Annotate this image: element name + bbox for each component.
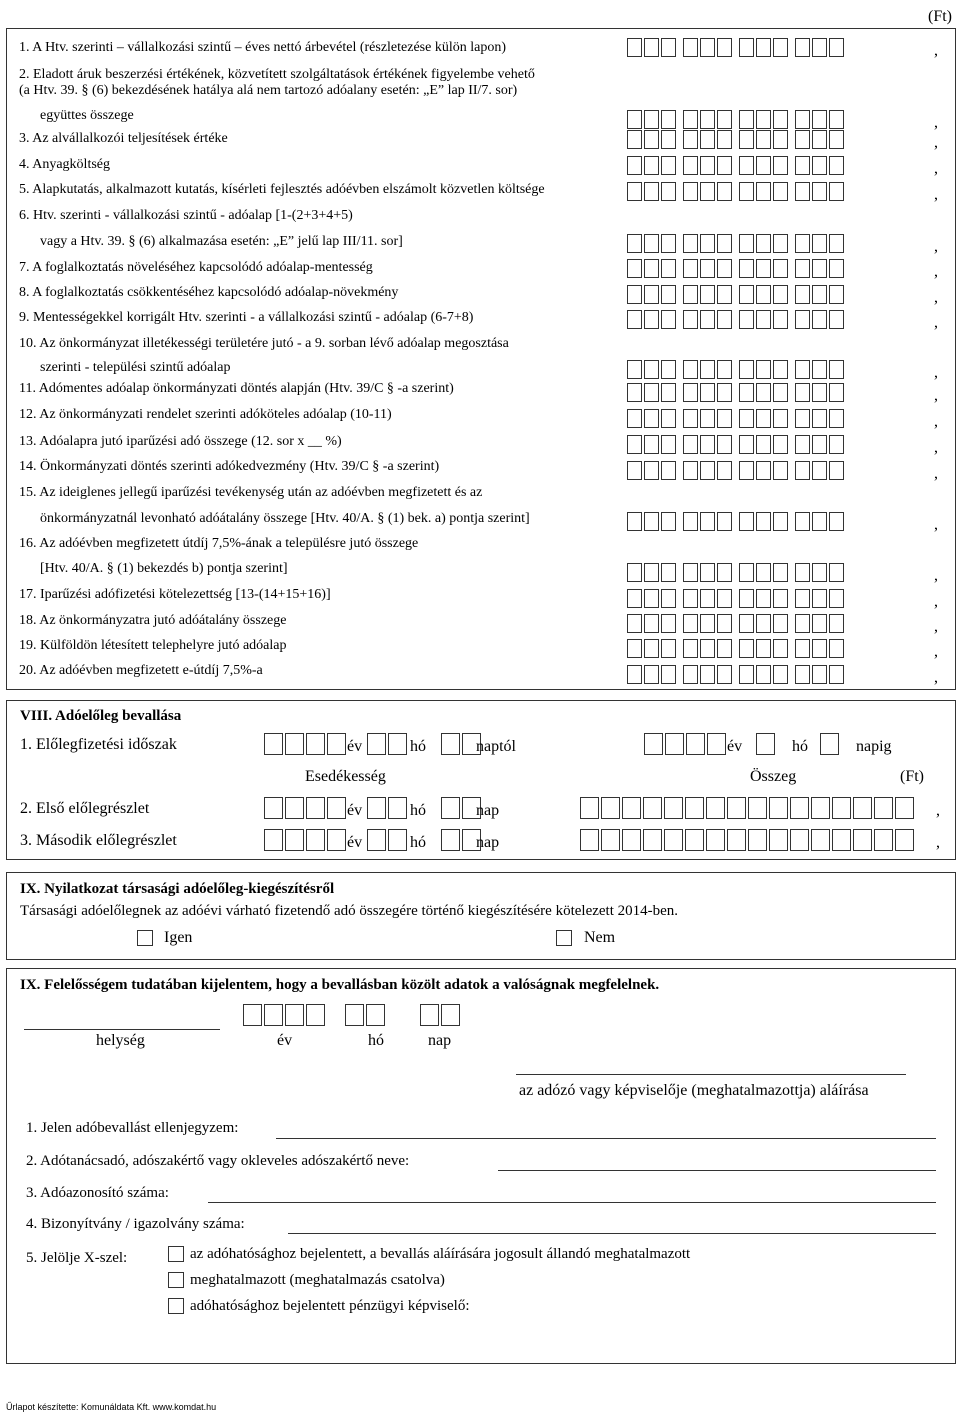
corp-tax-title: IX. Nyilatkozat társasági adóelőleg-kiegészítésről bbox=[20, 881, 335, 897]
second-amount[interactable] bbox=[580, 829, 916, 851]
row-6-label: 6. Htv. szerinti - vállalkozási szintű - adóalap [1-(2+3+4+5) bbox=[19, 208, 353, 223]
row-9-comma: , bbox=[934, 314, 938, 331]
row-1-label: 1. A Htv. szerinti – vállalkozási szintű – éves nettó árbevétel (részletezése külön lapon) bbox=[19, 40, 506, 55]
second-installment-label: 3. Második előlegrészlet bbox=[20, 832, 177, 849]
period-from-month[interactable] bbox=[367, 733, 409, 755]
advance-period-label: 1. Előlegfizetési időszak bbox=[20, 736, 177, 753]
period-from-ev: év bbox=[347, 738, 363, 755]
period-to-year[interactable] bbox=[644, 733, 728, 755]
sign-nap: nap bbox=[428, 1032, 452, 1049]
certificate-line[interactable] bbox=[288, 1233, 936, 1234]
row-16-comma: , bbox=[934, 567, 938, 584]
igen-label: Igen bbox=[164, 929, 193, 946]
row-17-label: 17. Iparűzési adófizetési kötelezettség [13-(14+15+16)] bbox=[19, 587, 331, 602]
row-15-label2: önkormányzatnál levonható adóátalány összege [Htv. 40/A. § (1) bek. a) pontja szerint] bbox=[40, 511, 530, 526]
second-amount-comma: , bbox=[936, 834, 940, 851]
corp-tax-text: Társasági adóelőlegnek az adóévi várható fizetendő adó összegére történő kiegészítésére kötelezett 2014-ben. bbox=[20, 903, 679, 919]
advisor-name-label: 2. Adótanácsadó, adószakértő vagy okleveles adószakértő neve: bbox=[26, 1153, 410, 1169]
row-10-comma: , bbox=[934, 364, 938, 381]
row-2-label3: együttes összege bbox=[40, 108, 134, 123]
row-16-label2: [Htv. 40/A. § (1) bekezdés b) pontja szerint] bbox=[40, 561, 288, 576]
row-18-comma: , bbox=[934, 618, 938, 635]
form-footer: Űrlapot készítette: Komunáldata Kft. www.komdat.hu bbox=[6, 1402, 217, 1412]
row-2-label2: (a Htv. 39. § (6) bekezdésének hatálya alá nem tartozó adóalany esetén: „E” lap II/7. sor) bbox=[19, 83, 518, 98]
row-14-amount-input[interactable] bbox=[627, 461, 851, 480]
advance-title: VIII. Adóelőleg bevallása bbox=[20, 708, 182, 724]
row-3-label: 3. Az alvállalkozói teljesítések értéke bbox=[19, 131, 228, 146]
period-to-month[interactable] bbox=[756, 733, 777, 755]
countersign-line[interactable] bbox=[276, 1138, 936, 1139]
row-14-comma: , bbox=[934, 465, 938, 482]
row-18-label: 18. Az önkormányzatra jutó adóátalány összege bbox=[19, 613, 287, 628]
row-18-amount-input[interactable] bbox=[627, 614, 851, 633]
row-19-label: 19. Külföldön létesített telephelyre jutó adóalap bbox=[19, 638, 287, 653]
row-13-amount-input[interactable] bbox=[627, 435, 851, 454]
first-installment-label: 2. Első előlegrészlet bbox=[20, 800, 150, 817]
nem-label: Nem bbox=[584, 929, 616, 946]
row-3-comma: , bbox=[934, 134, 938, 151]
row-15-amount-input[interactable] bbox=[627, 512, 851, 531]
first-amount-comma: , bbox=[936, 802, 940, 819]
row-2-amount-input[interactable] bbox=[627, 110, 851, 129]
row-20-comma: , bbox=[934, 669, 938, 686]
row-16-label: 16. Az adóévben megfizetett útdíj 7,5%-ának a településre jutó összege bbox=[19, 536, 419, 551]
row-4-comma: , bbox=[934, 160, 938, 177]
signature-label: az adózó vagy képviselője (meghatalmazottja) aláírása bbox=[519, 1082, 869, 1099]
row-8-label: 8. A foglalkoztatás csökkentéséhez kapcsolódó adóalap-növekmény bbox=[19, 285, 399, 300]
option3-label: adóhatósághoz bejelentett pénzügyi képviselő: bbox=[190, 1298, 470, 1314]
second-due-ho: hó bbox=[410, 834, 426, 851]
option2-label: meghatalmazott (meghatalmazás csatolva) bbox=[190, 1272, 445, 1288]
second-due-nap: nap bbox=[476, 834, 500, 851]
option1-label: az adóhatósághoz bejelentett, a bevallás aláírására jogosult állandó meghatalmazott bbox=[190, 1246, 691, 1262]
option2-checkbox[interactable] bbox=[168, 1272, 184, 1288]
sign-ho: hó bbox=[368, 1032, 384, 1049]
row-4-label: 4. Anyagköltség bbox=[19, 157, 110, 172]
row-17-amount-input[interactable] bbox=[627, 589, 851, 608]
second-due-ev: év bbox=[347, 834, 363, 851]
option3-checkbox[interactable] bbox=[168, 1298, 184, 1314]
row-13-label: 13. Adóalapra jutó iparűzési adó összege (12. sor x __ %) bbox=[19, 434, 342, 449]
row-3-amount-input[interactable] bbox=[627, 130, 851, 149]
row-5-label: 5. Alapkutatás, alkalmazott kutatás, kísérleti fejlesztés adóévben elszámolt közvetlen költsége bbox=[19, 182, 545, 197]
row-5-comma: , bbox=[934, 186, 938, 203]
row-15-label: 15. Az ideiglenes jellegű iparűzési tevékenység után az adóévben megfizetett és az bbox=[19, 485, 483, 500]
igen-checkbox[interactable] bbox=[137, 930, 153, 946]
first-amount[interactable] bbox=[580, 797, 916, 819]
row-6-amount-input[interactable] bbox=[627, 234, 851, 253]
second-due-month[interactable] bbox=[367, 829, 409, 851]
row-10-label: 10. Az önkormányzat illetékességi területére jutó - a 9. sorban lévő adóalap megosztása bbox=[19, 336, 509, 351]
period-from-naptol: naptól bbox=[476, 738, 516, 755]
row-15-comma: , bbox=[934, 516, 938, 533]
row-11-comma: , bbox=[934, 387, 938, 404]
row-20-label: 20. Az adóévben megfizetett e-útdíj 7,5%-a bbox=[19, 663, 263, 678]
period-from-ho: hó bbox=[410, 738, 426, 755]
period-to-day[interactable] bbox=[820, 733, 841, 755]
sign-month[interactable] bbox=[345, 1004, 387, 1026]
row-19-amount-input[interactable] bbox=[627, 639, 851, 658]
row-9-label: 9. Mentességekkel korrigált Htv. szerinti - a vállalkozási szintű - adóalap (6-7+8) bbox=[19, 310, 474, 325]
row-9-amount-input[interactable] bbox=[627, 310, 851, 329]
advisor-name-line[interactable] bbox=[498, 1170, 936, 1171]
amount-currency: (Ft) bbox=[900, 768, 924, 785]
row-19-comma: , bbox=[934, 643, 938, 660]
row-6-comma: , bbox=[934, 238, 938, 255]
row-5-amount-input[interactable] bbox=[627, 182, 851, 201]
row-10-label2: szerinti - települési szintű adóalap bbox=[40, 360, 231, 375]
due-date-header: Esedékesség bbox=[305, 768, 386, 785]
amount-header: Összeg bbox=[750, 768, 797, 785]
second-due-year[interactable] bbox=[264, 829, 348, 851]
first-due-ev: év bbox=[347, 802, 363, 819]
declaration-title: IX. Felelősségem tudatában kijelentem, hogy a bevallásban közölt adatok a valóságnak megfelelnek. bbox=[20, 977, 660, 993]
row-12-amount-input[interactable] bbox=[627, 409, 851, 428]
row-11-label: 11. Adómentes adóalap önkormányzati döntés alapján (Htv. 39/C § -a szerint) bbox=[19, 381, 454, 396]
period-from-year[interactable] bbox=[264, 733, 348, 755]
row-12-label: 12. Az önkormányzati rendelet szerinti adóköteles adóalap (10-11) bbox=[19, 407, 392, 422]
row-8-amount-input[interactable] bbox=[627, 285, 851, 304]
first-due-nap: nap bbox=[476, 802, 500, 819]
row-6-label2: vagy a Htv. 39. § (6) alkalmazása esetén: „E” jelű lap III/11. sor] bbox=[40, 234, 403, 249]
certificate-label: 4. Bizonyítvány / igazolvány száma: bbox=[26, 1216, 245, 1232]
option1-checkbox[interactable] bbox=[168, 1246, 184, 1262]
currency-header: (Ft) bbox=[928, 8, 952, 25]
row-11-amount-input[interactable] bbox=[627, 383, 851, 402]
first-due-ho: hó bbox=[410, 802, 426, 819]
nem-checkbox[interactable] bbox=[556, 930, 572, 946]
row-13-comma: , bbox=[934, 439, 938, 456]
sign-ev: év bbox=[277, 1032, 293, 1049]
row-7-comma: , bbox=[934, 263, 938, 280]
row-7-label: 7. A foglalkoztatás növeléséhez kapcsolódó adóalap-mentesség bbox=[19, 260, 373, 275]
row-4-amount-input[interactable] bbox=[627, 156, 851, 175]
row-2-label: 2. Eladott áruk beszerzési értékének, közvetített szolgáltatások értékének figyelembe vehető bbox=[19, 67, 535, 82]
first-due-month[interactable] bbox=[367, 797, 409, 819]
row-12-comma: , bbox=[934, 413, 938, 430]
row-16-amount-input[interactable] bbox=[627, 563, 851, 582]
row-14-label: 14. Önkormányzati döntés szerinti adókedvezmény (Htv. 39/C § -a szerint) bbox=[19, 459, 440, 474]
first-due-year[interactable] bbox=[264, 797, 348, 819]
row-7-amount-input[interactable] bbox=[627, 259, 851, 278]
period-to-ho: hó bbox=[792, 738, 808, 755]
place-line[interactable] bbox=[24, 1029, 220, 1030]
row-1-amount-input[interactable] bbox=[627, 38, 851, 57]
countersign-label: 1. Jelen adóbevallást ellenjegyzem: bbox=[26, 1120, 239, 1136]
mark-label: 5. Jelölje X-szel: bbox=[26, 1250, 128, 1266]
period-to-ev: év bbox=[727, 738, 743, 755]
signature-line[interactable] bbox=[516, 1074, 906, 1075]
row-1-comma: , bbox=[934, 42, 938, 59]
row-20-amount-input[interactable] bbox=[627, 665, 851, 684]
row-8-comma: , bbox=[934, 289, 938, 306]
period-to-napig: napig bbox=[856, 738, 892, 755]
tax-id-line[interactable] bbox=[208, 1202, 936, 1203]
tax-id-label: 3. Adóazonosító száma: bbox=[26, 1185, 169, 1201]
row-10-amount-input[interactable] bbox=[627, 360, 851, 379]
place-label: helység bbox=[96, 1032, 145, 1049]
row-17-comma: , bbox=[934, 593, 938, 610]
sign-day[interactable] bbox=[420, 1004, 462, 1026]
row-2-comma: , bbox=[934, 114, 938, 131]
sign-year[interactable] bbox=[243, 1004, 327, 1026]
